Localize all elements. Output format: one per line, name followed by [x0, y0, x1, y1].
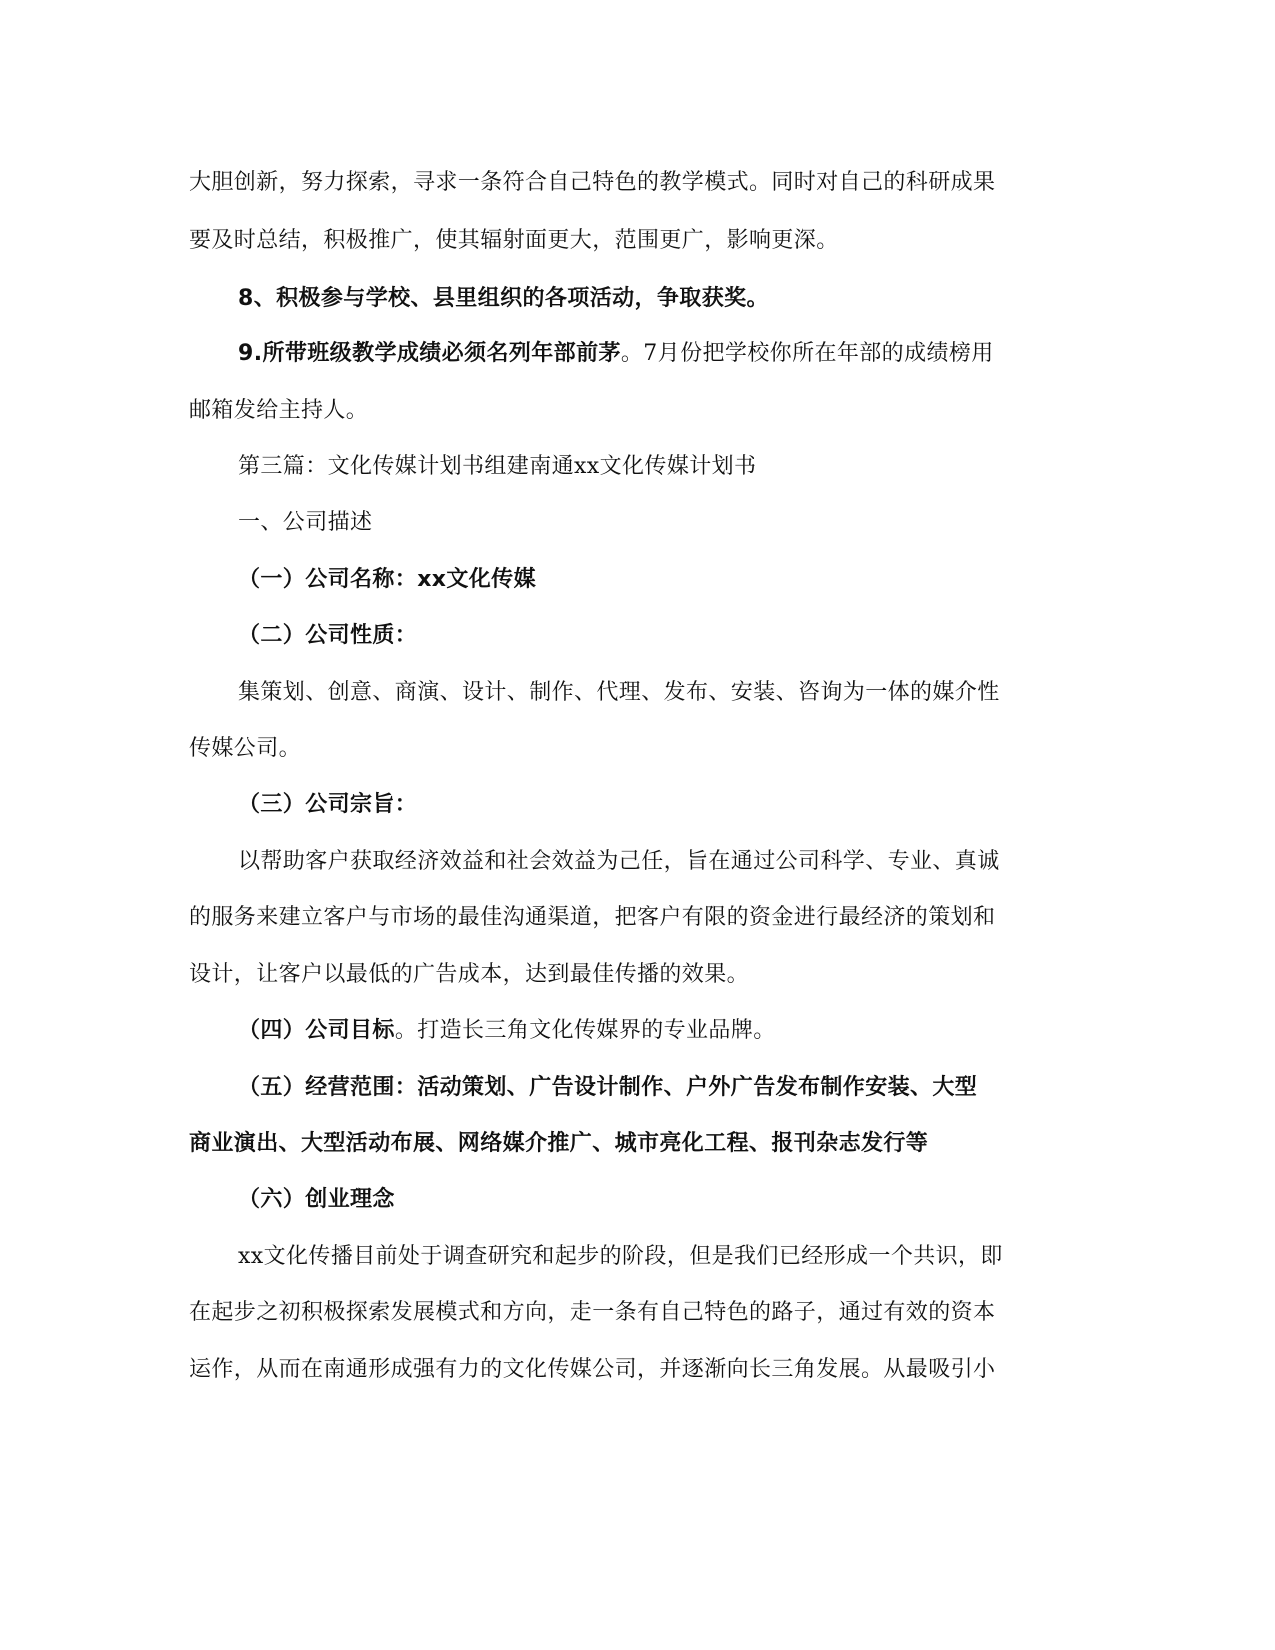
paragraph-line: 设计，让客户以最低的广告成本，达到最佳传播的效果。 — [189, 962, 750, 987]
company-goal-text: 。打造长三角文化传媒界的专业品牌。 — [394, 1018, 776, 1043]
subsection-company-nature: （二）公司性质： — [238, 623, 418, 648]
subsection-company-purpose: （三）公司宗旨： — [238, 792, 418, 817]
list-item-9-rest: 。7月份把学校你所在年部的成绩榜用 — [620, 341, 994, 366]
paragraph-line: 传媒公司。 — [189, 736, 302, 761]
list-item-8: 8、积极参与学校、县里组织的各项活动，争取获奖。 — [238, 286, 769, 311]
subsection-business-philosophy: （六）创业理念 — [238, 1187, 395, 1212]
list-item-9 — [238, 339, 994, 369]
paragraph-line: 要及时总结，积极推广，使其辐射面更大，范围更广，影响更深。 — [189, 228, 839, 253]
paragraph-line: 大胆创新，努力探索，寻求一条符合自己特色的教学模式。同时对自己的科研成果 — [189, 170, 996, 195]
business-scope-continued: 商业演出、大型活动布展、网络媒介推广、城市亮化工程、报刊杂志发行等 — [189, 1131, 929, 1156]
paragraph-line: 的服务来建立客户与市场的最佳沟通渠道，把客户有限的资金进行最经济的策划和 — [189, 905, 996, 930]
company-goal-label: （四）公司目标 — [238, 1018, 395, 1043]
paragraph-line: xx文化传播目前处于调查研究和起步的阶段，但是我们已经形成一个共识，即 — [238, 1244, 1003, 1269]
paragraph-line: 以帮助客户获取经济效益和社会效益为己任，旨在通过公司科学、专业、真诚 — [238, 849, 1000, 874]
subsection-business-scope: （五）经营范围：活动策划、广告设计制作、户外广告发布制作安装、大型 — [238, 1075, 978, 1100]
paragraph-line: 邮箱发给主持人。 — [189, 398, 369, 423]
paragraph-line: 在起步之初积极探索发展模式和方向，走一条有自己特色的路子，通过有效的资本 — [189, 1300, 996, 1325]
list-item-9-bold: 9.所带班级教学成绩必须名列年部前茅 — [238, 341, 621, 366]
paragraph-line: 集策划、创意、商演、设计、制作、代理、发布、安装、咨询为一体的媒介性 — [238, 680, 1000, 705]
paragraph-line: 运作，从而在南通形成强有力的文化传媒公司，并逐渐向长三角发展。从最吸引小 — [189, 1357, 996, 1382]
subsection-company-name: （一）公司名称：xx文化传媒 — [238, 567, 536, 592]
section-heading: 一、公司描述 — [238, 510, 373, 535]
chapter-heading: 第三篇：文化传媒计划书组建南通xx文化传媒计划书 — [238, 454, 757, 479]
subsection-company-goal — [238, 1016, 776, 1046]
